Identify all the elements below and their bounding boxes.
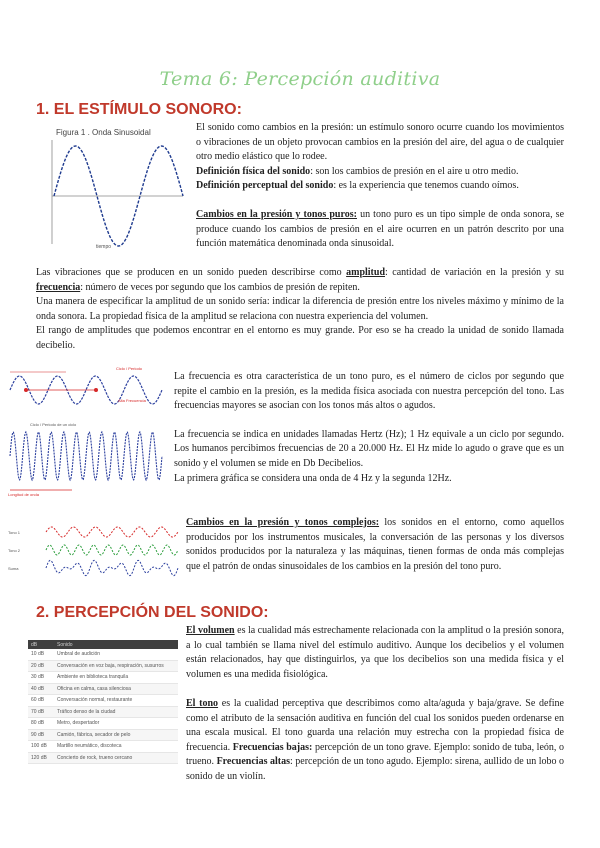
tonos-complejos-text: los sonidos en el entorno, como aquellos producidos por los instrumentos musicales, la conversación de las personas y los diversos sonidos producidos por la naturaleza y las máquinas, tienen formas de onda más complejas que el patrón de ondas sinusoidales de los cambios en la presión del tono puro. [186, 517, 564, 572]
table-row [28, 729, 178, 741]
amplitud-p3: El rango de amplitudes que podemos encontrar en el entorno es muy grande. Por eso se ha creado la unidad de sonido llamada decibelio. [36, 325, 564, 351]
table-row [28, 672, 178, 684]
section-heading-percepcion: 2. PERCEPCIÓN DEL SONIDO: [36, 604, 269, 621]
figure-axis-label: tiempo [96, 244, 112, 250]
table-header-sonido: Sonido [54, 640, 178, 649]
table-cell: 100 dB [28, 741, 54, 753]
table-row [28, 660, 178, 672]
volumen-text: es la cualidad más estrechamente relacionada con la amplitud o la presión sonora, a lo cual también se llama nivel del estímulo auditivo. Aunque los decibelios y el volumen están relacionados, hay que distinguirlos, ya que los decibelios son una medida física y el volumen es una medida fisiológica. [186, 625, 564, 680]
amplitud-text-c: : número de veces por segundo que los cambios de presión de repiten. [80, 281, 360, 293]
table-cell: Tráfico denso de la ciudad [54, 706, 178, 718]
tonos-puros-block [196, 208, 564, 252]
frecuencia-block [174, 370, 564, 486]
table-row [28, 718, 178, 730]
section-heading-estimulo: 1. EL ESTÍMULO SONORO: [36, 101, 242, 118]
tonos-complejos-label: Cambios en la presión y tonos complejos: [186, 517, 380, 528]
table-cell: Conversación normal, restaurante [54, 695, 178, 707]
table-row [28, 741, 178, 753]
freq-label-4: Longitud de onda [8, 492, 39, 497]
decibel-table-figure [28, 640, 178, 764]
table-row [28, 752, 178, 764]
table-cell: Concierto de rock, trueno cercano [54, 752, 178, 764]
amplitud-term: amplitud [346, 267, 386, 278]
tonos-puros-label: Cambios en la presión y tonos puros: [196, 209, 357, 220]
frecuencias-altas-text: : percepción de un tono agudo. Ejemplo: sirena, aullido de un lobo o sonido de un violín. [186, 756, 564, 782]
frecuencia-p3: La primera gráfica se considera una onda de 4 Hz y la segunda 12Hz. [174, 472, 452, 484]
table-row [28, 695, 178, 707]
complex-waves [6, 520, 181, 580]
frecuencia-p2: La frecuencia se indica en unidades llamadas Hertz (Hz); 1 Hz equivale a un ciclo por segundo. Los humanos percibimos frecuencias de 20 a 20.000 Hz. El Hz mide lo agudo o grave que es un sonido y el volumen se mide en Db Decibelios. [174, 428, 564, 469]
period-start [24, 388, 28, 392]
frequency-waves [6, 364, 166, 499]
table-cell: 120 dB [28, 752, 54, 764]
table-row [28, 706, 178, 718]
freq-label-1: Ciclo / Periodo [116, 366, 143, 371]
freq-label-3: Ciclo / Periodo de un ciclo [30, 422, 77, 427]
table-cell: Conversación en voz baja, respiración, susurros [54, 660, 178, 672]
table-cell: Ambiente en biblioteca tranquila [54, 672, 178, 684]
table-header-db: dB [28, 640, 54, 649]
table-cell: 20 dB [28, 660, 54, 672]
sine-wave-chart [38, 126, 188, 252]
table-cell: Metro, despertador [54, 718, 178, 730]
table-row [28, 683, 178, 695]
intro-text: El sonido como cambios en la presión: un estímulo sonoro ocurre cuando los movimientos o vibraciones de un objeto provocan cambios en la presión del aire, del agua o de cualquier otro medio elástico que lo rodee. [196, 122, 564, 163]
frecuencia-term: frecuencia [36, 281, 81, 293]
table-cell: 70 dB [28, 706, 54, 718]
sum-wave [46, 560, 178, 575]
frecuencias-bajas-label: Frecuencias bajas: [232, 741, 313, 753]
def-fisica [196, 165, 564, 180]
table-cell: 30 dB [28, 672, 54, 684]
table-cell: Camión, fábrica, secador de pelo [54, 729, 178, 741]
def-perceptual-label: Definición perceptual del sonido [196, 180, 334, 192]
table-cell: 40 dB [28, 683, 54, 695]
freq-label-2: Alta Frecuencia [118, 398, 146, 403]
table-cell: Oficina en calma, casa silenciosa [54, 683, 178, 695]
intro-block [196, 121, 564, 194]
tone-2-wave [46, 545, 178, 555]
complex-label-3: Suma [8, 566, 19, 571]
def-perceptual-text: : es la experiencia que tenemos cuando oímos. [333, 180, 519, 192]
frecuencias-bajas-text: percepción de un tono grave. Ejemplo: sonido de tuba, león, o trueno. [186, 741, 564, 768]
period-end [94, 388, 98, 392]
table-header-row [28, 640, 178, 649]
complex-label-2: Tono 2 [8, 548, 21, 553]
amplitud-p2: Una manera de especificar la amplitud de un sonido sería: indicar la diferencia de presión entre los niveles máximo y mínimo de la onda sonora. La propiedad física de la amplitud se relaciona con nuestra experiencia del volumen. [36, 296, 564, 322]
table-cell: 90 dB [28, 729, 54, 741]
volumen-block [186, 624, 564, 682]
table-cell: 80 dB [28, 718, 54, 730]
page-title: Tema 6: Percepción auditiva [159, 68, 441, 90]
high-frequency-wave [10, 432, 162, 480]
amplitud-text-a: Las vibraciones que se producen en un sonido pueden describirse como [36, 267, 347, 278]
amplitud-text-b: : cantidad de variación en la presión y su [385, 267, 564, 278]
tono-block [186, 697, 564, 785]
decibel-table [28, 640, 178, 764]
frecuencias-altas-label: Frecuencias altas [216, 756, 290, 768]
complex-label-1: Tono 1 [8, 530, 21, 535]
tone-1-wave [46, 527, 178, 537]
def-fisica-text: : son los cambios de presión en el aire u otro medio. [310, 165, 519, 177]
volumen-label: El volumen [186, 625, 235, 636]
table-cell: 60 dB [28, 695, 54, 707]
amplitud-block [36, 266, 564, 354]
tono-label: El tono [186, 698, 219, 709]
table-cell: Martillo neumático, discoteca [54, 741, 178, 753]
complex-tones-figure [6, 520, 181, 580]
def-fisica-label: Definición física del sonido [196, 165, 311, 177]
tonos-complejos-block [186, 516, 564, 574]
figure-caption: Figura 1 . Onda Sinusoidal [56, 128, 151, 137]
sine-wave-figure [38, 126, 188, 252]
table-row [28, 649, 178, 660]
tonos-puros-text: un tono puro es un tipo simple de onda sonora, se produce cuando los cambios de presión en el aire ocurren en un patrón descrito por una función matemática denominada onda sinusoidal. [196, 209, 565, 250]
table-cell: 10 dB [28, 649, 54, 660]
table-cell: Umbral de audición [54, 649, 178, 660]
def-perceptual [196, 179, 564, 194]
tono-text: es la cualidad perceptiva que describimos como alta/aguda y baja/grave. Se define como el atributo de la sensación auditiva en función del cual los sonidos pueden ordenarse en una escala musical. El tono guarda una relación muy estrecha con la propiedad física de frecuencia. [186, 698, 564, 753]
frequency-figure [6, 364, 166, 499]
frecuencia-p1: La frecuencia es otra característica de un tono puro, es el número de ciclos por segundo que repite el cambio en la presión, es la medida física asociada con nuestra percepción del tono. Las frecuencias mayores se asocian con los tonos más altos o agudos. [174, 371, 564, 412]
